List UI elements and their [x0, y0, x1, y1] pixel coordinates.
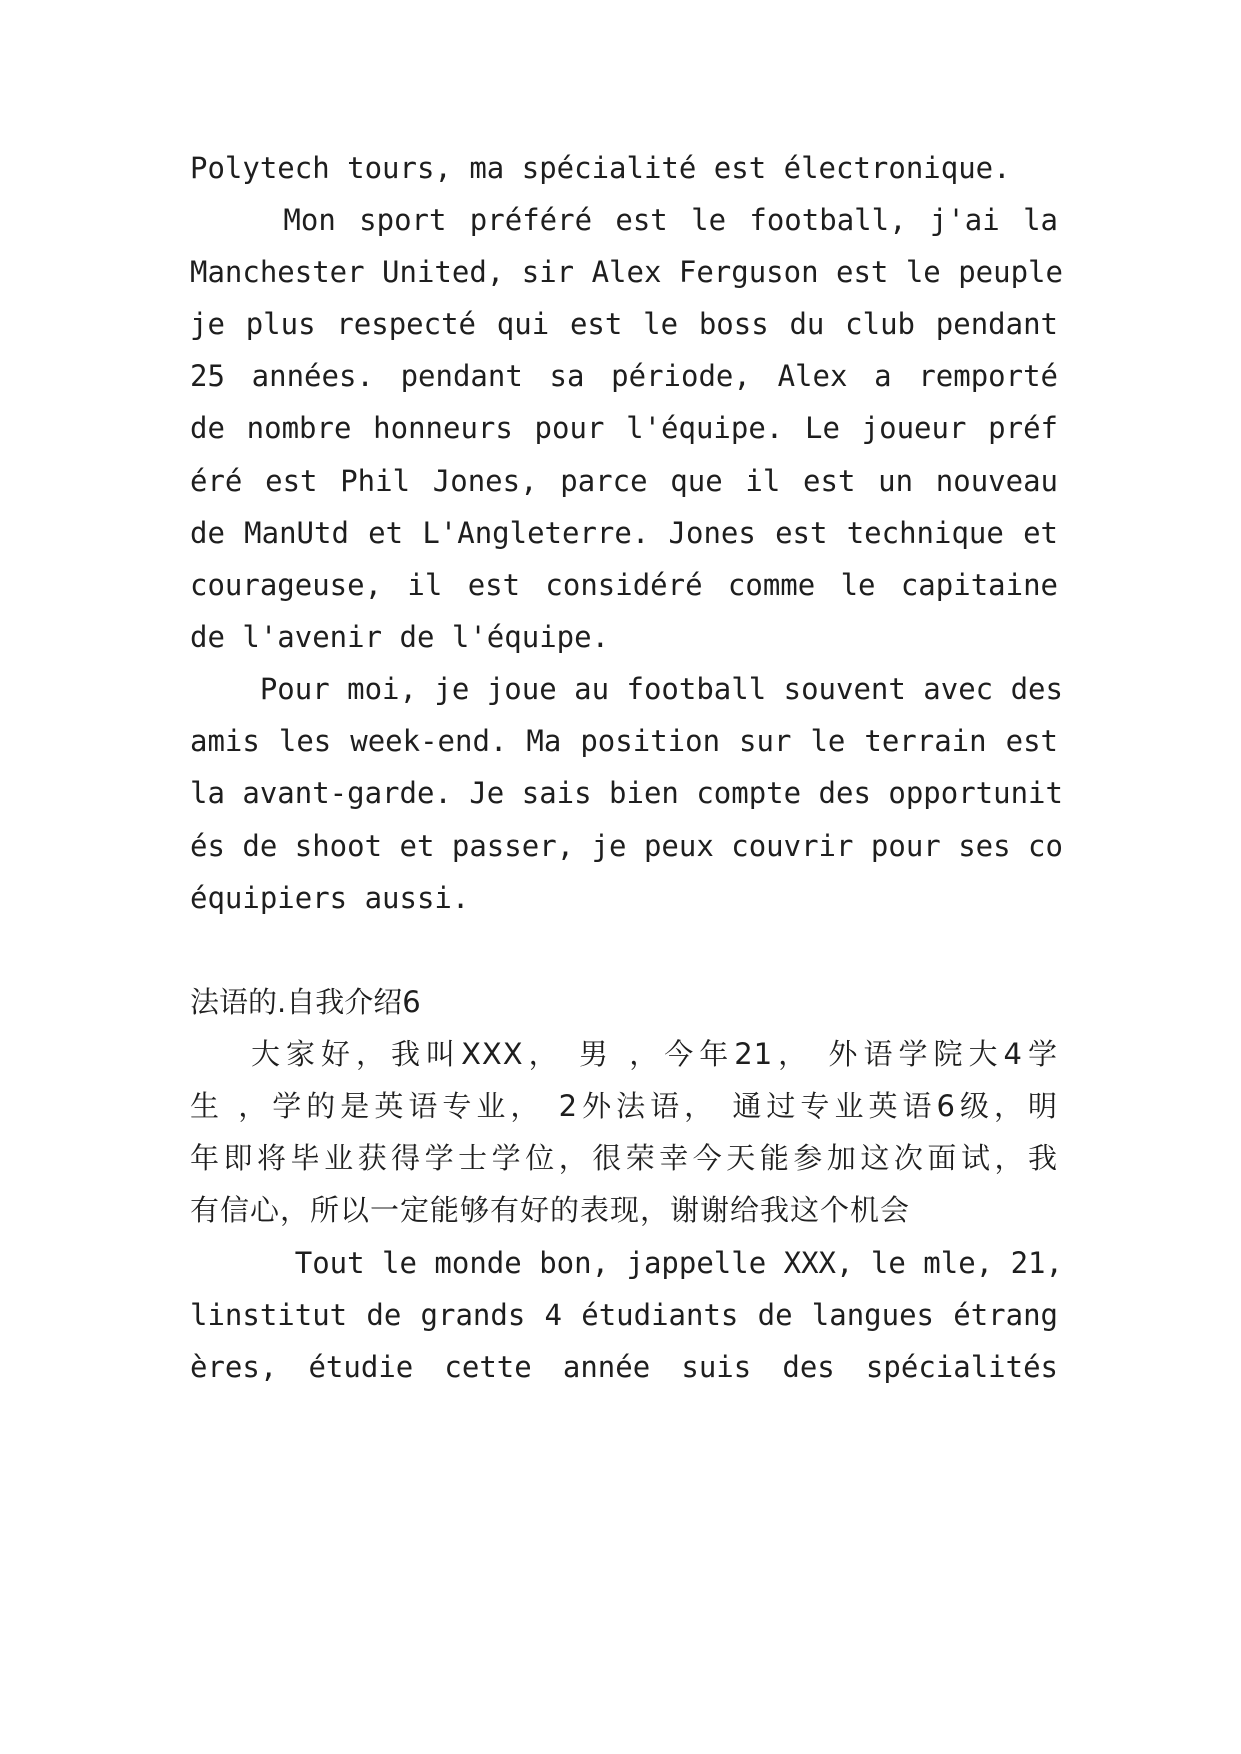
text-line: éré est Phil Jones, parce que il est un nouveau [190, 464, 1058, 498]
text-line: je plus respecté qui est le boss du club pendant [190, 307, 1058, 341]
text-line: courageuse, il est considéré comme le capitaine [190, 568, 1058, 602]
text-line: linstitut de grands 4 étudiants de langues étrang [190, 1298, 1058, 1332]
text-line: Manchester United, sir Alex Ferguson est le peuple [190, 255, 1063, 289]
text-line: de ManUtd et L'Angleterre. Jones est technique et [190, 516, 1058, 550]
text-line: Polytech tours, ma spécialité est électronique. [190, 151, 1011, 185]
text-line: 25 années. pendant sa période, Alex a remporté [190, 359, 1058, 393]
text-line: Mon sport préféré est le football, j'ai la [190, 203, 1058, 237]
text-line: ères, étudie cette année suis des spécialités [190, 1350, 1058, 1384]
text-line: de l'avenir de l'équipe. [190, 620, 610, 654]
text-line: 有信心，所以一定能够有好的表现，谢谢给我这个机会 [190, 1193, 911, 1227]
text-line: Pour moi, je joue au football souvent avec des [190, 672, 1063, 706]
text-line: 年即将毕业获得学士学位，很荣幸今天能参加这次面试，我 [190, 1141, 1058, 1175]
text-line: 大家好，我叫XXX， 男 ，今年21， 外语学院大4学 [190, 1037, 1058, 1071]
text-line: la avant-garde. Je sais bien compte des opportunit [190, 776, 1063, 810]
text-line: 生 ，学的是英语专业， 2外法语， 通过专业英语6级，明 [190, 1089, 1058, 1123]
text-line: équipiers aussi. [190, 881, 470, 915]
text-line: és de shoot et passer, je peux couvrir pour ses co [190, 829, 1063, 863]
text-line: de nombre honneurs pour l'équipe. Le joueur préf [190, 411, 1058, 445]
text-line: amis les week-end. Ma position sur le terrain est [190, 724, 1058, 758]
text-line: Tout le monde bon, jappelle XXX, le mle, 21, [190, 1246, 1063, 1280]
section-heading: 法语的.自我介绍6 [190, 985, 421, 1019]
